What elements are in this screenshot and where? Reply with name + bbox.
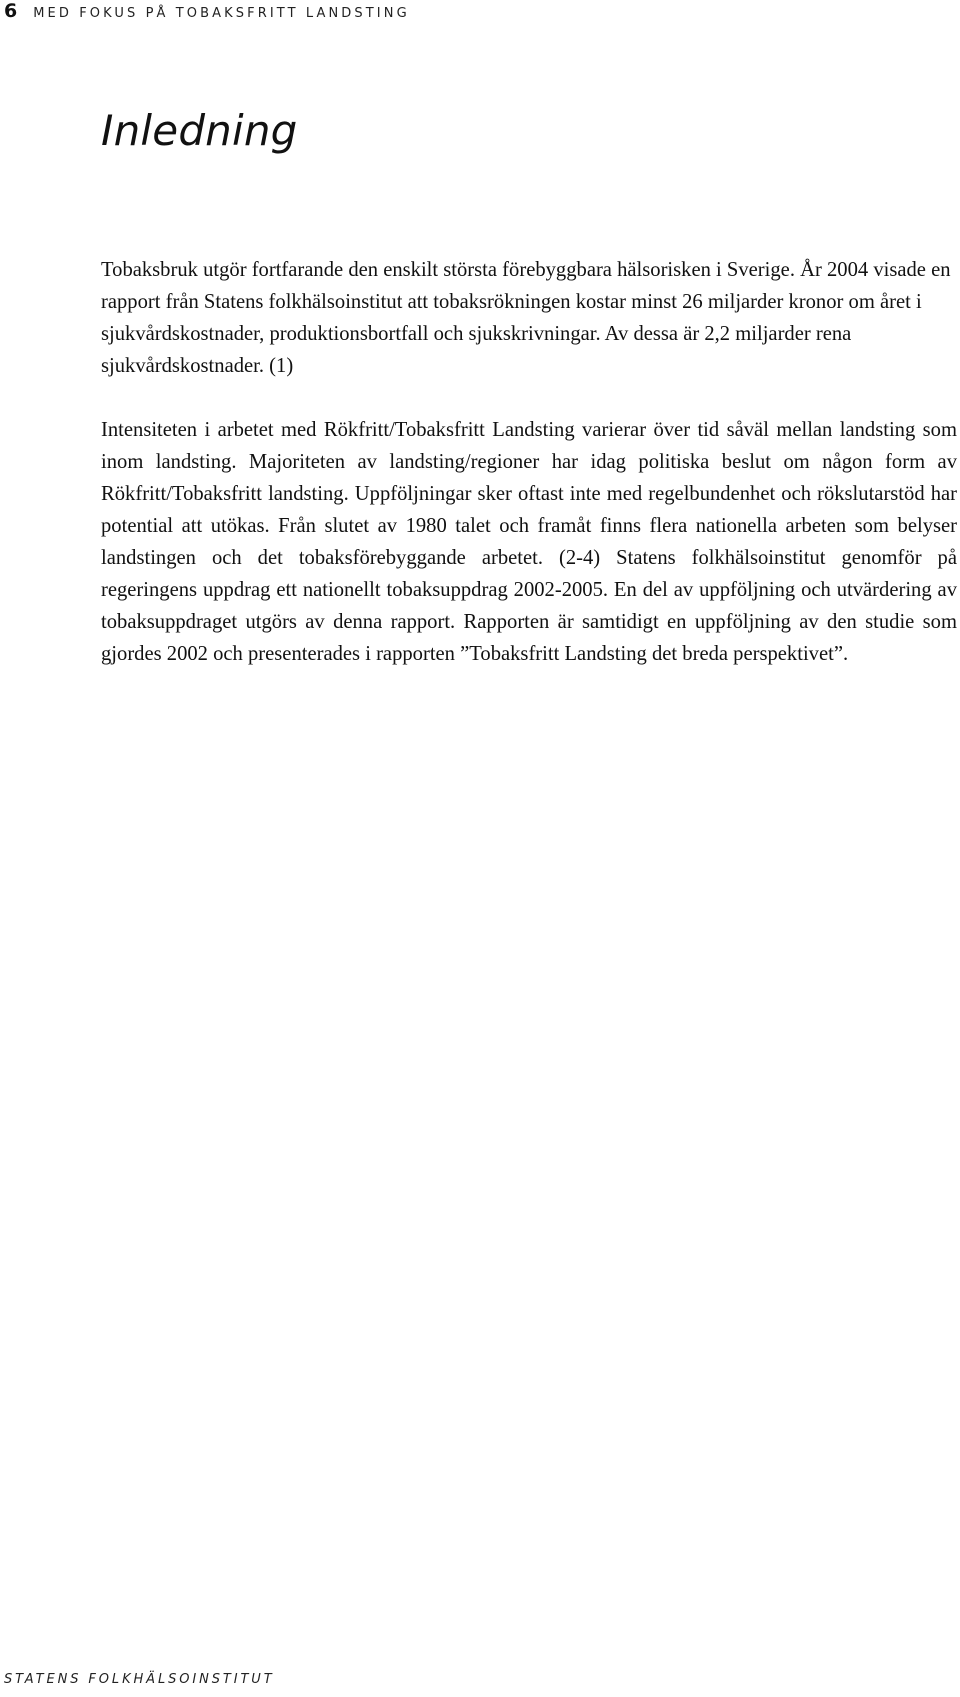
running-title: MED FOKUS PÅ TOBAKSFRITT LANDSTING (33, 6, 410, 21)
paragraph: Intensiteten i arbetet med Rökfritt/Tobaksfritt Landsting varierar över tid såväl mellan landsting som inom landsting. Majoriteten av landsting/regioner har idag politiska beslut om någon form av Rökfritt/Tobaksfritt landsting. Uppföljningar sker oftast inte med regelbundenhet och rökslutarstöd har potential att utökas. Från slutet av 1980 talet och framåt finns flera nationella arbeten som belyser landstingen och det tobaksförebyggande arbetet. (2-4) Statens folkhälsoinstitut genomför på regeringens uppdrag ett nationellt tobaksuppdrag 2002-2005. En del av uppföljning och utvärdering av tobaksuppdraget utgörs av denna rapport. Rapporten är samtidigt en uppföljning av den studie som gjordes 2002 och presenterades i rapporten ”Tobaksfritt Landsting det breda perspektivet”. (101, 419, 957, 665)
page-footer: STATENS FOLKHÄLSOINSTITUT (4, 1672, 275, 1687)
page-header (4, 0, 410, 24)
section-title: Inledning (101, 106, 298, 155)
body-text (101, 254, 957, 670)
page-number: 6 (4, 0, 18, 22)
paragraph: Tobaksbruk utgör fortfarande den enskilt största förebyggbara hälsorisken i Sverige. År 2004 visade en rapport från Statens folkhälsoinstitut att tobaksrökningen kostar minst 26 miljarder kronor om året i sjukvårdskostnader, produktionsbortfall och sjukskrivningar. Av dessa är 2,2 miljarder rena sjukvårdskostnader. (1) (101, 259, 951, 377)
